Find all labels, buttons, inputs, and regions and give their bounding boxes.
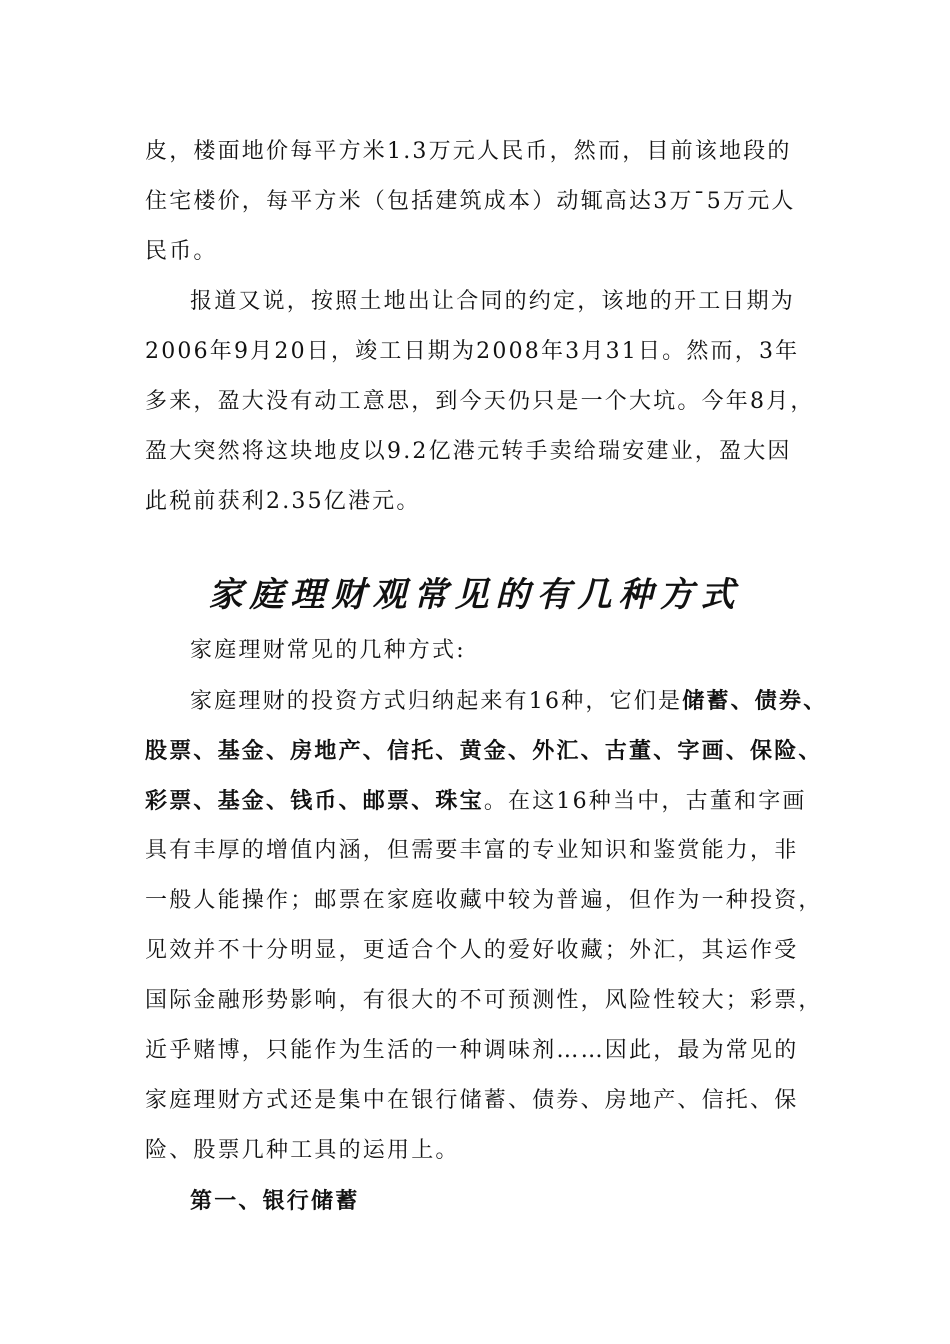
- text-line: [145, 786, 835, 817]
- bold-text: 股票、基金、房地产、信托、黄金、外汇、古董、字画、保险、: [145, 738, 823, 764]
- text-line: 险、股票几种工具的运用上。: [145, 1138, 460, 1163]
- bold-text: 彩票、基金、钱币、邮票、珠宝: [145, 788, 484, 814]
- text-line: 近乎赌博，只能作为生活的一种调味剂……因此，最为常见的: [145, 1038, 799, 1063]
- text-line: 见效并不十分明显，更适合个人的爱好收藏；外汇，其运作受: [145, 938, 799, 963]
- subheading: 第一、银行储蓄: [190, 1188, 360, 1214]
- plain-text: 。在这16种当中，古董和字画: [483, 789, 807, 814]
- section-title: 家庭理财观常见的有几种方式: [208, 575, 742, 615]
- text-line: [145, 736, 835, 767]
- intro-line: 家庭理财常见的几种方式:: [190, 638, 466, 663]
- text-line: 此税前获利2.35亿港元。: [145, 489, 421, 514]
- text-line: 住宅楼价，每平方米（包括建筑成本）动辄高达3万¯5万元人: [145, 189, 796, 214]
- plain-text: 家庭理财的投资方式归纳起来有16种，它们是: [190, 689, 683, 714]
- text-line: 盈大突然将这块地皮以9.2亿港元转手卖给瑞安建业，盈大因: [145, 439, 792, 464]
- text-line: 多来，盈大没有动工意思，到今天仍只是一个大坑。今年8月，: [145, 389, 815, 414]
- text-line: 2006年9月20日，竣工日期为2008年3月31日。然而，3年: [145, 339, 800, 364]
- text-line: 一般人能操作；邮票在家庭收藏中较为普遍，但作为一种投资，: [145, 888, 823, 913]
- text-line: 报道又说，按照土地出让合同的约定，该地的开工日期为: [190, 289, 796, 314]
- text-line: [190, 686, 835, 717]
- bold-text: 储蓄、债券、: [682, 688, 828, 714]
- text-line: 民币。: [145, 239, 218, 264]
- text-line: 家庭理财方式还是集中在银行储蓄、债券、房地产、信托、保: [145, 1088, 799, 1113]
- text-line: 具有丰厚的增值内涵，但需要丰富的专业知识和鉴赏能力，非: [145, 838, 799, 863]
- text-line: 皮，楼面地价每平方米1.3万元人民币，然而，目前该地段的: [145, 139, 792, 164]
- text-line: 国际金融形势影响，有很大的不可预测性，风险性较大；彩票，: [145, 988, 823, 1013]
